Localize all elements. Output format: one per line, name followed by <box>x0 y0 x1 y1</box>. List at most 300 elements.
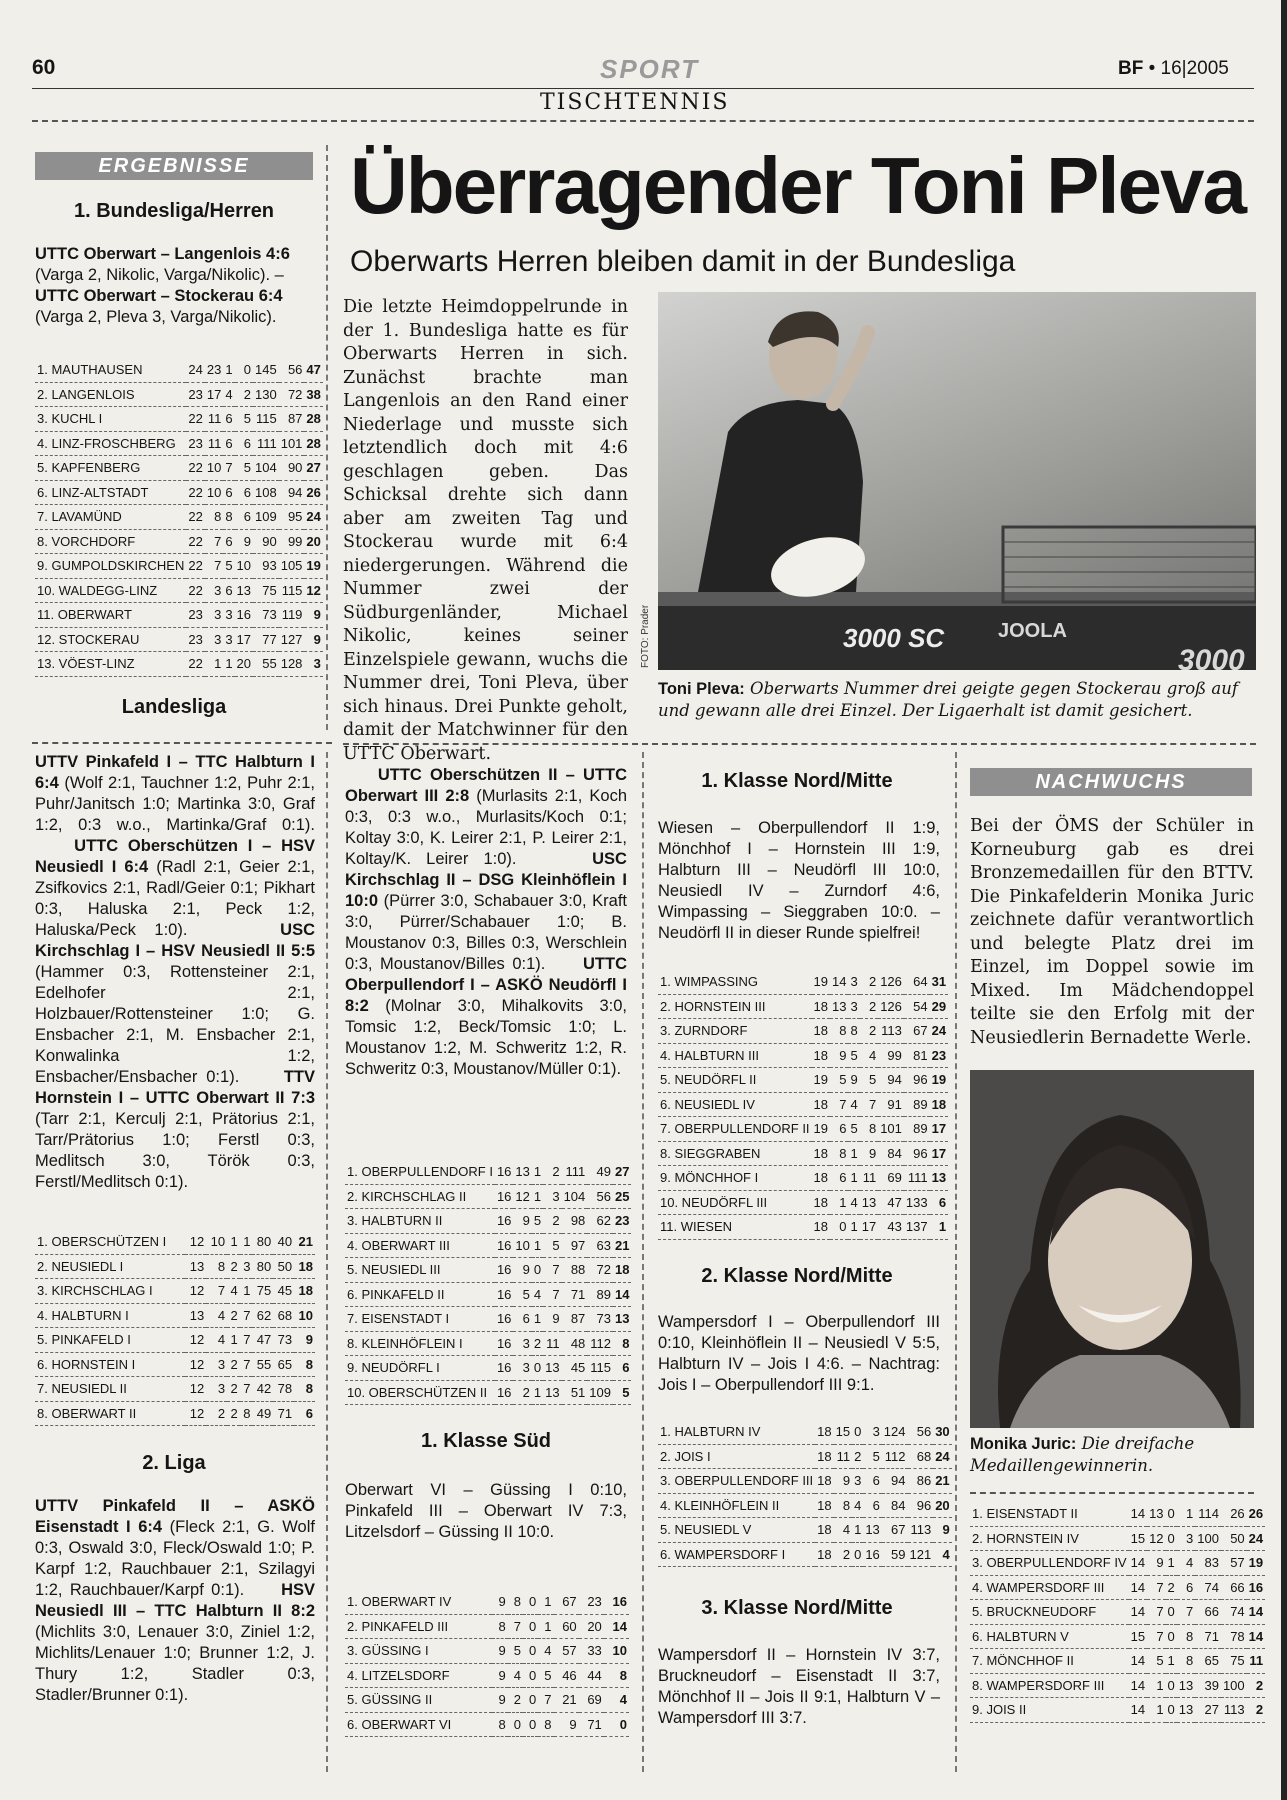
stat-cell: 57 <box>554 1639 579 1664</box>
team-name: 6. PINKAFELD II <box>345 1282 495 1307</box>
stat-cell: 16 <box>495 1258 513 1283</box>
stat-cell: 0 <box>532 1356 543 1381</box>
points-cell: 8 <box>294 1377 315 1402</box>
stat-cell: 22 <box>186 505 204 530</box>
stat-cell: 4 <box>227 1279 240 1304</box>
stat-cell: 1 <box>848 1215 859 1240</box>
table-row <box>345 1258 631 1283</box>
table-row <box>658 1444 952 1469</box>
points-cell: 27 <box>613 1160 631 1184</box>
stat-cell: 1 <box>532 1307 543 1332</box>
stat-cell: 12 <box>185 1377 206 1402</box>
stat-cell: 1 <box>532 1380 543 1405</box>
stat-cell: 108 <box>253 480 279 505</box>
stat-cell: 22 <box>186 652 204 677</box>
stat-cell: 22 <box>186 480 204 505</box>
stat-cell: 9 <box>492 1663 507 1688</box>
stat-cell: 5 <box>830 1068 848 1093</box>
stat-cell: 7 <box>223 456 234 481</box>
stat-cell: 89 <box>904 1092 930 1117</box>
stat-cell: 0 <box>1166 1600 1177 1625</box>
team-name: 3. GÜSSING I <box>345 1639 492 1664</box>
table-row <box>658 1141 948 1166</box>
stat-cell: 7 <box>1147 1600 1165 1625</box>
article-headline: Überragender Toni Pleva <box>350 141 1246 230</box>
stat-cell: 22 <box>186 529 204 554</box>
team-name: 8. VORCHDORF <box>35 529 186 554</box>
points-cell: 2 <box>1247 1673 1265 1698</box>
stat-cell: 77 <box>253 627 279 652</box>
stat-cell: 2 <box>834 1542 852 1567</box>
stat-cell: 11 <box>205 407 223 432</box>
stat-cell: 57 <box>1221 1551 1247 1576</box>
points-cell: 6 <box>294 1401 315 1426</box>
table-row <box>658 1518 952 1543</box>
team-name: 5. BRUCKNEUDORF <box>970 1600 1129 1625</box>
bundesliga-title: 1. Bundesliga/Herren <box>73 200 275 222</box>
stat-cell: 75 <box>253 578 279 603</box>
table-row <box>658 1215 948 1240</box>
table-row <box>35 480 323 505</box>
stat-cell: 22 <box>186 456 204 481</box>
stat-cell: 13 <box>1177 1673 1195 1698</box>
points-cell: 18 <box>613 1258 631 1283</box>
article-bottom-rule <box>343 743 1256 745</box>
stat-cell: 17 <box>860 1215 878 1240</box>
team-name: 3. KIRCHSCHLAG I <box>35 1279 185 1304</box>
table-row <box>970 1600 1265 1625</box>
stat-cell: 3 <box>543 1184 561 1209</box>
team-name: 2. JOIS I <box>658 1444 815 1469</box>
table-row <box>35 529 323 554</box>
stat-cell: 94 <box>279 480 305 505</box>
stat-cell: 23 <box>205 358 223 382</box>
stat-cell: 6 <box>863 1469 881 1494</box>
table-row <box>970 1551 1265 1576</box>
stat-cell: 16 <box>495 1356 513 1381</box>
stat-cell: 8 <box>240 1401 253 1426</box>
team-name: 5. KAPFENBERG <box>35 456 186 481</box>
stat-cell: 67 <box>882 1518 908 1543</box>
page-number: 60 <box>32 56 56 79</box>
points-cell: 9 <box>933 1518 951 1543</box>
table-row <box>970 1624 1265 1649</box>
team-name: 7. EISENSTADT I <box>345 1307 495 1332</box>
stat-cell: 16 <box>495 1160 513 1184</box>
table-row <box>970 1649 1265 1674</box>
stat-cell: 72 <box>587 1258 613 1283</box>
stat-cell: 5 <box>1147 1649 1165 1674</box>
points-cell: 1 <box>930 1215 948 1240</box>
stat-cell: 84 <box>878 1141 904 1166</box>
stat-cell: 13 <box>543 1356 561 1381</box>
table-row <box>658 1190 948 1215</box>
table-row <box>345 1590 629 1614</box>
stat-cell: 71 <box>579 1712 604 1737</box>
nachwuchs-caption: Monika Juric: Die dreifache Medaillengewinnerin. <box>970 1434 1195 1475</box>
stat-cell: 14 <box>1129 1600 1147 1625</box>
stat-cell: 18 <box>812 1092 830 1117</box>
table-row <box>345 1614 629 1639</box>
table-row <box>35 652 323 677</box>
stat-cell: 67 <box>904 1019 930 1044</box>
stat-cell: 101 <box>279 431 305 456</box>
stat-cell: 113 <box>908 1518 934 1543</box>
stat-cell: 10 <box>205 480 223 505</box>
stat-cell: 49 <box>587 1160 613 1184</box>
team-name: 5. NEUSIEDL III <box>345 1258 495 1283</box>
stat-cell: 5 <box>532 1209 543 1234</box>
stat-cell: 1 <box>532 1233 543 1258</box>
stat-cell: 0 <box>1166 1698 1177 1723</box>
stat-cell: 19 <box>812 970 830 994</box>
stat-cell: 74 <box>1221 1600 1247 1625</box>
stat-cell: 9 <box>513 1209 531 1234</box>
stat-cell: 10 <box>206 1230 227 1254</box>
stat-cell: 1 <box>223 358 234 382</box>
points-cell: 4 <box>933 1542 951 1567</box>
stat-cell: 3 <box>205 603 223 628</box>
table-row <box>658 994 948 1019</box>
photo-caption: Toni Pleva: Oberwarts Nummer drei geigte gegen Stockerau groß auf und gewann alle drei Einzel. Der Ligaerhalt ist damit gesichert. <box>658 679 1238 720</box>
klasse-sued-results: Oberwart VI – Güssing I 0:10, Pinkafeld III – Oberwart IV 7:3, Litzelsdorf – Güssing II 10:0. <box>345 1481 627 1541</box>
stat-cell: 9 <box>513 1258 531 1283</box>
stat-cell: 7 <box>830 1092 848 1117</box>
table-row <box>658 1043 948 1068</box>
stat-cell: 1 <box>205 652 223 677</box>
points-cell: 8 <box>613 1331 631 1356</box>
team-name: 8. SIEGGRABEN <box>658 1141 812 1166</box>
stat-cell: 50 <box>1221 1526 1247 1551</box>
stat-cell: 14 <box>1129 1502 1147 1526</box>
stat-cell: 10 <box>513 1233 531 1258</box>
monika-juric-photo <box>970 1070 1254 1428</box>
stat-cell: 114 <box>1195 1502 1221 1526</box>
stat-cell: 8 <box>860 1117 878 1142</box>
stat-cell: 18 <box>815 1444 833 1469</box>
stat-cell: 7 <box>543 1282 561 1307</box>
team-name: 1. MAUTHAUSEN <box>35 358 186 382</box>
stat-cell: 46 <box>554 1663 579 1688</box>
table-row <box>345 1160 631 1184</box>
stat-cell: 7 <box>1147 1575 1165 1600</box>
stat-cell: 137 <box>904 1215 930 1240</box>
stat-cell: 94 <box>878 1068 904 1093</box>
stat-cell: 13 <box>185 1254 206 1279</box>
bundesliga-results: UTTC Oberwart – Langenlois 4:6 (Varga 2, Nikolic, Varga/Nikolic). – UTTC Oberwart – Stockerau 6:4 (Varga 2, Pleva 3, Varga/Nikolic). <box>35 245 290 326</box>
stat-cell: 100 <box>1195 1526 1221 1551</box>
stat-cell: 14 <box>1129 1698 1147 1723</box>
team-name: 2. KIRCHSCHLAG II <box>345 1184 495 1209</box>
stat-cell: 0 <box>523 1639 538 1664</box>
stat-cell: 87 <box>562 1307 588 1332</box>
table-row <box>658 970 948 994</box>
stat-cell: 13 <box>830 994 848 1019</box>
team-name: 4. OBERWART III <box>345 1233 495 1258</box>
stat-cell: 111 <box>253 431 279 456</box>
table-row <box>658 1117 948 1142</box>
table-row <box>658 1493 952 1518</box>
stat-cell: 90 <box>279 456 305 481</box>
stat-cell: 1 <box>532 1184 543 1209</box>
table-row <box>658 1469 952 1494</box>
stat-cell: 7 <box>240 1352 253 1377</box>
stat-cell: 12 <box>185 1279 206 1304</box>
stat-cell: 1 <box>1177 1502 1195 1526</box>
stat-cell: 84 <box>882 1493 908 1518</box>
team-name: 5. GÜSSING II <box>345 1688 492 1713</box>
stat-cell: 6 <box>223 529 234 554</box>
team-name: 5. NEUSIEDL V <box>658 1518 815 1543</box>
table-row <box>35 505 323 530</box>
points-cell: 26 <box>1247 1502 1265 1526</box>
stat-cell: 13 <box>543 1380 561 1405</box>
stat-cell: 14 <box>1129 1673 1147 1698</box>
team-name: 10. NEUDÖRFL III <box>658 1190 812 1215</box>
stat-cell: 1 <box>227 1328 240 1353</box>
stat-cell: 16 <box>495 1380 513 1405</box>
team-name: 8. KLEINHÖFLEIN I <box>345 1331 495 1356</box>
stat-cell: 18 <box>812 1043 830 1068</box>
team-name: 1. OBERWART IV <box>345 1590 492 1614</box>
points-cell: 23 <box>930 1043 948 1068</box>
table-row <box>345 1331 631 1356</box>
stat-cell: 59 <box>882 1542 908 1567</box>
stat-cell: 16 <box>495 1282 513 1307</box>
stat-cell: 11 <box>834 1444 852 1469</box>
stat-cell: 0 <box>532 1258 543 1283</box>
stat-cell: 3 <box>205 627 223 652</box>
stat-cell: 8 <box>492 1712 507 1737</box>
stat-cell: 5 <box>543 1233 561 1258</box>
stat-cell: 8 <box>830 1141 848 1166</box>
stat-cell: 9 <box>492 1688 507 1713</box>
stat-cell: 3 <box>223 627 234 652</box>
stat-cell: 4 <box>1177 1551 1195 1576</box>
stat-cell: 33 <box>579 1639 604 1664</box>
stat-cell: 62 <box>252 1303 273 1328</box>
stat-cell: 2 <box>227 1254 240 1279</box>
stat-cell: 17 <box>205 382 223 407</box>
stat-cell: 18 <box>812 994 830 1019</box>
stat-cell: 73 <box>587 1307 613 1332</box>
stat-cell: 100 <box>1221 1673 1247 1698</box>
stat-cell: 0 <box>523 1614 538 1639</box>
stat-cell: 111 <box>562 1160 588 1184</box>
stat-cell: 26 <box>1221 1502 1247 1526</box>
stat-cell: 67 <box>554 1590 579 1614</box>
stat-cell: 15 <box>1129 1624 1147 1649</box>
stat-cell: 99 <box>279 529 305 554</box>
team-name: 3. OBERPULLENDORF IV <box>970 1551 1129 1576</box>
stat-cell: 80 <box>252 1254 273 1279</box>
stat-cell: 12 <box>1147 1526 1165 1551</box>
col-divider-4 <box>955 752 957 1772</box>
stat-cell: 3 <box>513 1331 531 1356</box>
stat-cell: 6 <box>223 407 234 432</box>
stat-cell: 40 <box>273 1230 294 1254</box>
stat-cell: 91 <box>878 1092 904 1117</box>
team-name: 1. OBERPULLENDORF I <box>345 1160 495 1184</box>
table-row <box>970 1575 1265 1600</box>
stat-cell: 13 <box>860 1190 878 1215</box>
stat-cell: 66 <box>1195 1600 1221 1625</box>
subsection-title: TISCHTENNIS <box>540 90 730 115</box>
team-name: 1. WIMPASSING <box>658 970 812 994</box>
table-row <box>345 1380 631 1405</box>
table-row <box>345 1356 631 1381</box>
stat-cell: 127 <box>279 627 305 652</box>
points-cell: 31 <box>930 970 948 994</box>
stat-cell: 12 <box>185 1230 206 1254</box>
stat-cell: 3 <box>240 1254 253 1279</box>
article-subheadline: Oberwarts Herren bleiben damit in der Bundesliga <box>350 245 1016 278</box>
points-cell: 14 <box>604 1614 629 1639</box>
stat-cell: 54 <box>904 994 930 1019</box>
klasse-nm3-table <box>970 1502 1265 1723</box>
stat-cell: 2 <box>227 1377 240 1402</box>
stat-cell: 5 <box>235 456 253 481</box>
stat-cell: 18 <box>812 1141 830 1166</box>
stat-cell: 48 <box>562 1331 588 1356</box>
landesliga-title: Landesliga <box>121 696 227 718</box>
points-cell: 47 <box>304 358 322 382</box>
team-name: 8. OBERWART II <box>35 1401 185 1426</box>
stat-cell: 10 <box>235 554 253 579</box>
table-row <box>658 1019 948 1044</box>
article-body: Die letzte Heimdoppelrunde in der 1. Bundesliga hatte es für Oberwarts Herren in sich. Zunächst brachte man Langenlois an den Rand einer Niederlage und musste sich letztendlich doch mit 4:6 geschlagen geben. Das Schicksal drehte sich dann aber am zweiten Tag und Stockerau wurde mit 6:4 niedergerungen. Während die Nummer zwei der Südburgenländer, Michael Nikolic, keines seiner Einzelspiele gewann, wuchs die Nummer drei, Toni Pleva, über sich hinaus. Drei Punkte geholt, damit der Matchwinner für den UTTC Oberwart. <box>343 297 628 764</box>
points-cell: 19 <box>1247 1551 1265 1576</box>
nachwuchs-text: Bei der ÖMS der Schüler in Korneuburg gab es drei Bronzemedaillen für den BTTV. Die Pinkafelderin Monika Juric zeichnete dafür verantwortlich und belegte Platz drei im Einzel, im Doppel sowie im Mixed. Im Mädchendoppel teilte sie den Erfolg mit der Neusiedlerin Bernadette Werle. <box>970 816 1254 1048</box>
stat-cell: 23 <box>579 1590 604 1614</box>
team-name: 4. HALBTURN I <box>35 1303 185 1328</box>
points-cell: 9 <box>294 1328 315 1353</box>
stat-cell: 49 <box>252 1401 273 1426</box>
stat-cell: 3 <box>223 603 234 628</box>
stat-cell: 24 <box>186 358 204 382</box>
klasse-nm1-title: 1. Klasse Nord/Mitte <box>701 770 893 792</box>
stat-cell: 27 <box>1195 1698 1221 1723</box>
stat-cell: 89 <box>587 1282 613 1307</box>
stat-cell: 64 <box>904 970 930 994</box>
stat-cell: 8 <box>830 1019 848 1044</box>
points-cell: 9 <box>304 627 322 652</box>
stat-cell: 97 <box>562 1233 588 1258</box>
klasse-nm2-results: Wampersdorf I – Oberpullendorf III 0:10, Kleinhöflein II – Neusiedl V 5:5, Halbturn IV – Jois I 4:6. – Nachtrag: Jois I – Oberpullendorf III 9:1. <box>658 1313 940 1394</box>
table-row <box>345 1712 629 1737</box>
stat-cell: 69 <box>579 1688 604 1713</box>
points-cell: 16 <box>1247 1575 1265 1600</box>
stat-cell: 112 <box>587 1331 613 1356</box>
stat-cell: 18 <box>815 1542 833 1567</box>
nachwuchs-box-title: NACHWUCHS <box>970 768 1252 796</box>
stat-cell: 9 <box>554 1712 579 1737</box>
table-row <box>35 603 323 628</box>
zweite-liga-table <box>345 1160 631 1405</box>
stat-cell: 3 <box>852 1469 863 1494</box>
stat-cell: 8 <box>1177 1624 1195 1649</box>
team-name: 10. OBERSCHÜTZEN II <box>345 1380 495 1405</box>
stat-cell: 18 <box>812 1215 830 1240</box>
stat-cell: 99 <box>878 1043 904 1068</box>
stat-cell: 1 <box>848 1141 859 1166</box>
stat-cell: 13 <box>235 578 253 603</box>
points-cell: 23 <box>613 1209 631 1234</box>
team-name: 7. OBERPULLENDORF II <box>658 1117 812 1142</box>
team-name: 11. WIESEN <box>658 1215 812 1240</box>
stat-cell: 4 <box>532 1282 543 1307</box>
col-divider-2 <box>326 752 328 1772</box>
points-cell: 12 <box>304 578 322 603</box>
points-cell: 8 <box>604 1663 629 1688</box>
header-dash-rule <box>32 120 1254 122</box>
team-name: 10. WALDEGG-LINZ <box>35 578 186 603</box>
stat-cell: 13 <box>185 1303 206 1328</box>
stat-cell: 0 <box>523 1688 538 1713</box>
points-cell: 21 <box>294 1230 315 1254</box>
stat-cell: 2 <box>227 1352 240 1377</box>
points-cell: 8 <box>294 1352 315 1377</box>
points-cell: 10 <box>294 1303 315 1328</box>
stat-cell: 3 <box>848 970 859 994</box>
stat-cell: 1 <box>532 1160 543 1184</box>
stat-cell: 22 <box>186 578 204 603</box>
stat-cell: 86 <box>908 1469 934 1494</box>
stat-cell: 9 <box>834 1469 852 1494</box>
team-name: 4. WAMPERSDORF III <box>970 1575 1129 1600</box>
stat-cell: 1 <box>1166 1551 1177 1576</box>
team-name: 6. HORNSTEIN I <box>35 1352 185 1377</box>
team-name: 4. KLEINHÖFLEIN II <box>658 1493 815 1518</box>
stat-cell: 7 <box>860 1092 878 1117</box>
table-row <box>345 1233 631 1258</box>
stat-cell: 2 <box>860 994 878 1019</box>
stat-cell: 75 <box>252 1279 273 1304</box>
stat-cell: 80 <box>252 1230 273 1254</box>
stat-cell: 0 <box>235 358 253 382</box>
stat-cell: 65 <box>273 1352 294 1377</box>
stat-cell: 109 <box>587 1380 613 1405</box>
stat-cell: 9 <box>235 529 253 554</box>
team-name: 12. STOCKERAU <box>35 627 186 652</box>
stat-cell: 50 <box>273 1254 294 1279</box>
stat-cell: 7 <box>508 1614 523 1639</box>
stat-cell: 5 <box>538 1663 553 1688</box>
klasse-nm1-table <box>658 970 948 1240</box>
team-name: 3. ZURNDORF <box>658 1019 812 1044</box>
stat-cell: 113 <box>878 1019 904 1044</box>
stat-cell: 20 <box>579 1614 604 1639</box>
stat-cell: 6 <box>223 578 234 603</box>
stat-cell: 0 <box>523 1590 538 1614</box>
stat-cell: 62 <box>587 1209 613 1234</box>
stat-cell: 1 <box>227 1230 240 1254</box>
stat-cell: 7 <box>206 1279 227 1304</box>
stat-cell: 18 <box>815 1469 833 1494</box>
stat-cell: 23 <box>186 431 204 456</box>
points-cell: 4 <box>604 1688 629 1713</box>
points-cell: 13 <box>930 1166 948 1191</box>
stat-cell: 2 <box>227 1303 240 1328</box>
points-cell: 17 <box>930 1117 948 1142</box>
stat-cell: 13 <box>513 1160 531 1184</box>
stat-cell: 7 <box>543 1258 561 1283</box>
stat-cell: 121 <box>908 1542 934 1567</box>
stat-cell: 8 <box>538 1712 553 1737</box>
stat-cell: 1 <box>1147 1698 1165 1723</box>
table-row <box>35 554 323 579</box>
table-row <box>658 1420 952 1444</box>
